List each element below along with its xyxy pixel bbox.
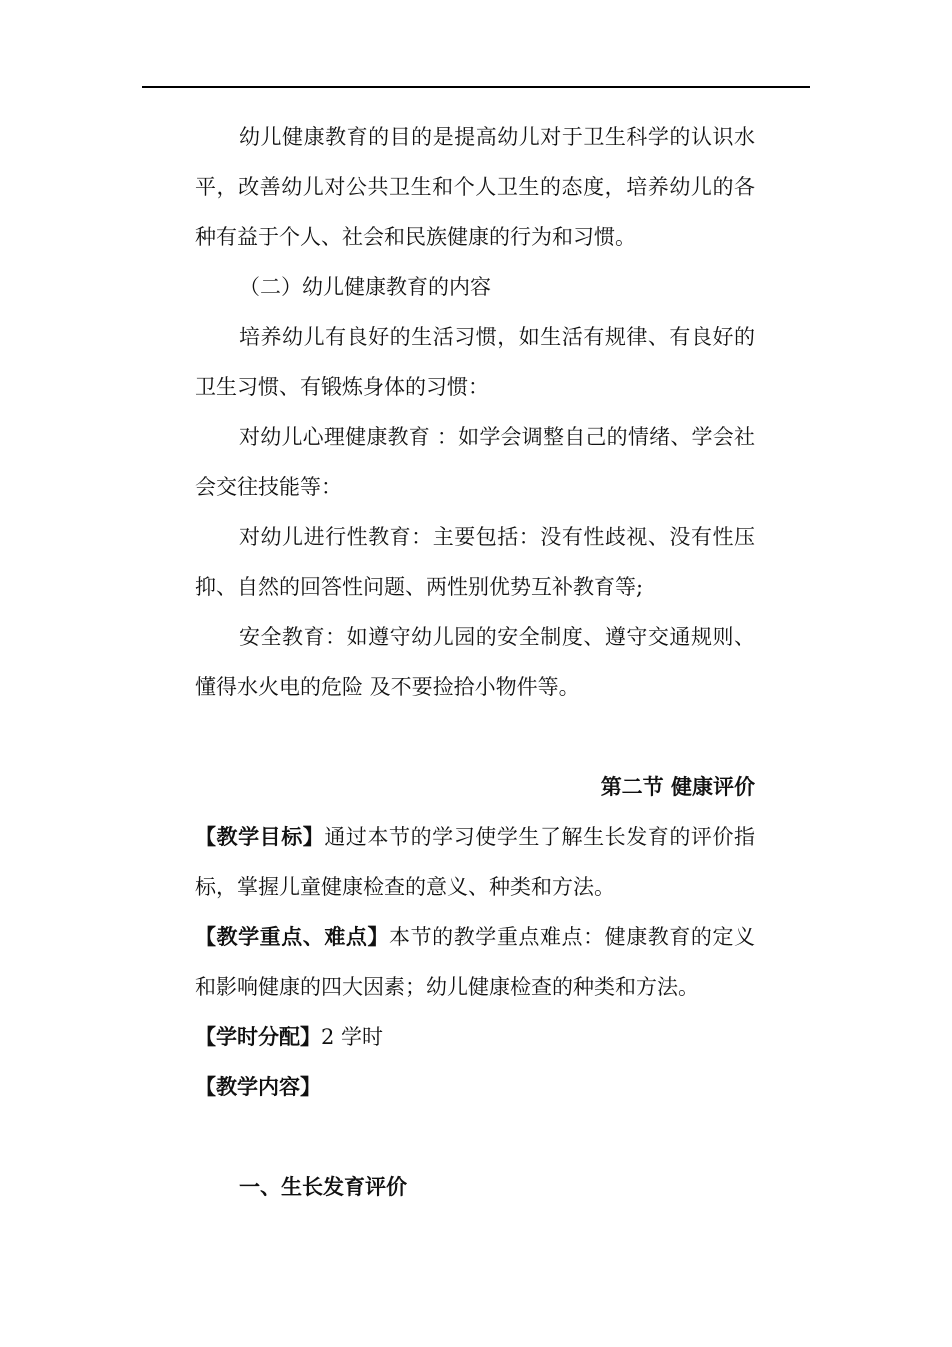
teaching-focus bbox=[195, 912, 755, 1012]
teaching-content-label: 【教学内容】 bbox=[195, 1074, 321, 1099]
teaching-goal-label: 【教学目标】 bbox=[195, 824, 325, 849]
paragraph-mental-health: 对幼儿心理健康教育 ：如学会调整自己的情绪、学会社会交往技能等： bbox=[195, 425, 755, 499]
spacer bbox=[195, 712, 755, 762]
header-rule bbox=[142, 86, 810, 88]
teaching-goal bbox=[195, 812, 755, 912]
paragraph-living-habits: 培养幼儿有良好的生活习惯，如生活有规律、有良好的卫生习惯、有锻炼身体的习惯： bbox=[195, 325, 755, 399]
paragraph-safety-education: 安全教育：如遵守幼儿园的安全制度、遵守交通规则、懂得水火电的危险 及不要捡拾小物件等。 bbox=[195, 625, 755, 699]
hours-allocation bbox=[195, 1012, 755, 1062]
teaching-focus-text: 本节的教学重点难点：健康教育的定义和影响健康的四大因素；幼儿健康检查的种类和方法。 bbox=[195, 925, 756, 999]
document-body bbox=[195, 112, 755, 1212]
hours-text: 2 学时 bbox=[321, 1025, 384, 1049]
spacer bbox=[195, 1112, 755, 1162]
teaching-goal-text: 通过本节的学习使学生了解生长发育的评价指标，掌握儿童健康检查的意义、种类和方法。 bbox=[195, 825, 756, 899]
section-title: 第二节 健康评价 bbox=[600, 774, 755, 799]
subheading-growth-evaluation: 一、生长发育评价 bbox=[239, 1174, 407, 1199]
paragraph-purpose: 幼儿健康教育的目的是提高幼儿对于卫生科学的认识水平，改善幼儿对公共卫生和个人卫生的态度，培养幼儿的各种有益于个人、社会和民族健康的行为和习惯。 bbox=[195, 125, 755, 249]
teaching-focus-label: 【教学重点、难点】 bbox=[195, 924, 390, 949]
hours-label: 【学时分配】 bbox=[195, 1024, 321, 1049]
subsection-heading-content: （二）幼儿健康教育的内容 bbox=[239, 275, 491, 299]
paragraph-sex-education: 对幼儿进行性教育：主要包括：没有性歧视、没有性压抑、自然的回答性问题、两性别优势互补教育等; bbox=[195, 525, 755, 599]
